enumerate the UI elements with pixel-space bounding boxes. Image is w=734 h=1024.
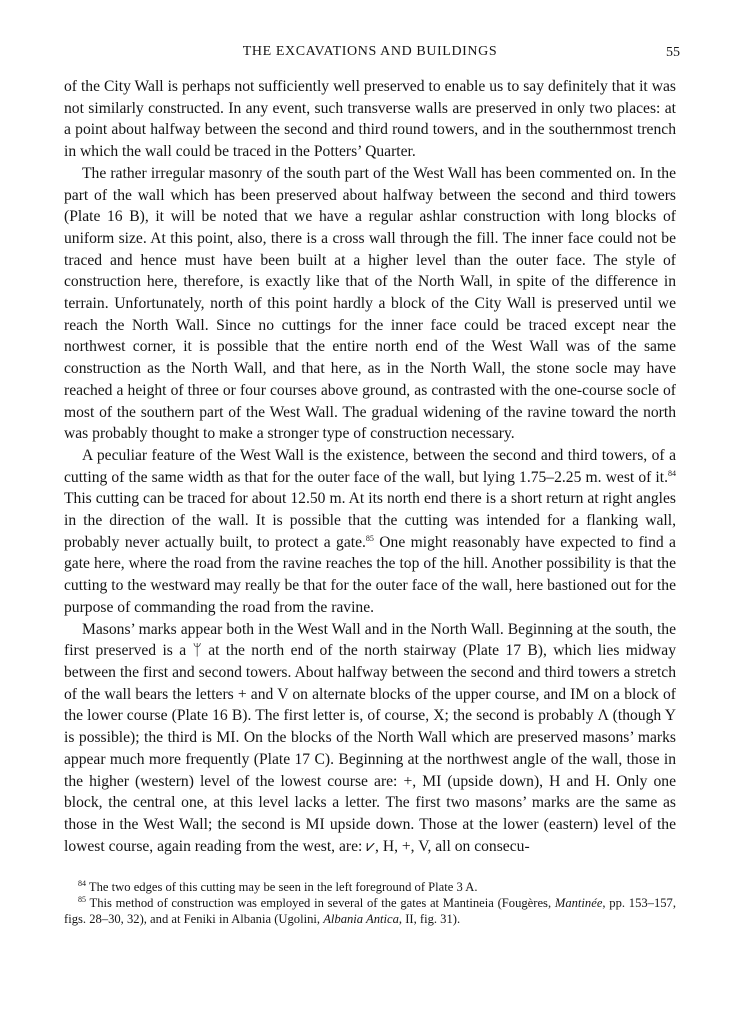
footnote-84-text: The two edges of this cutting may be seen in the left foreground of Plate 3 A.	[86, 880, 478, 895]
footnotes	[64, 879, 676, 927]
footnote-85-mark: 85	[78, 895, 86, 905]
body-text	[64, 76, 676, 857]
paragraph-4: Masons’ marks appear both in the West Wall and in the North Wall. Beginning at the south, the first preserved is a ᛘ at the north end of the north stairway (Plate 17 B), which lies midway between the first and second towers. About halfway between the second and third towers a stretch of the wall bears the letters + and V on alternate blocks of the upper course, and IM on a block of the lower course (Plate 16 B). The first letter is, of course, X; the second is probably Λ (though Y is possible); the third is MI. On the blocks of the North Wall which are preserved masons’ marks appear much more frequently (Plate 17 C). Beginning at the northwest angle of the wall, those in the higher (western) level of the lowest course are: +, MI (upside down), H and H. Only one block, the central one, at this level lacks a letter. The first two masons’ marks are the same as those in the West Wall; the second is MI upside down. Those at the lower (eastern) level of the lowest course, again reading from the west, are: ⩗, H, +, V, all on consecu-	[64, 620, 676, 855]
paragraph-2: The rather irregular masonry of the south part of the West Wall has been commented on. In the part of the wall which has been preserved about halfway between the second and third towers (Plate 16 B), it will be noted that we have a regular ashlar construction with long blocks of uniform size. At this point, also, there is a cross wall through the fill. The inner face could not be traced and hence must have been built at a higher level than the outer face. The style of construction here, therefore, is exactly like that of the North Wall, in spite of the difference in terrain. Unfortunately, north of this point hardly a block of the City Wall is preserved until we reach the North Wall. Since no cuttings for the inner face could be traced except near the northwest corner, it is possible that the entire north end of the West Wall was of the same construction as the North Wall, and that here, as in the North Wall, the stone socle may have reached a height of three or four courses above ground, as contrasted with the one-course socle of most of the southern part of the West Wall. The gradual widening of the ravine toward the north was probably thought to make a stronger type of construction necessary.	[64, 164, 676, 443]
footnote-85-title-albania-antica: Albania Antica	[323, 912, 399, 927]
page	[64, 44, 680, 927]
paragraph-3-part-a: A peculiar feature of the West Wall is the existence, between the second and third towers, of a cutting of the same width as that for the outer face of the wall, but lying 1.75–2.25 m. west of it.	[64, 446, 676, 486]
paragraph-1: of the City Wall is perhaps not sufficiently well preserved to enable us to say definitely that it was not similarly constructed. In any event, such transverse walls are preserved in only two places: at a point about halfway between the second and third round towers, and in the southernmost trench in which the wall could be traced in the Potters’ Quarter.	[64, 78, 676, 161]
footnote-85-text-c: , II, fig. 31).	[398, 912, 461, 927]
running-title: THE EXCAVATIONS AND BUILDINGS	[242, 44, 498, 59]
footnote-85-text-a: This method of construction was employed in several of the gates at Mantineia (Fougères,	[86, 896, 555, 911]
page-number: 55	[666, 45, 680, 60]
footnote-ref-85[interactable]: 85	[365, 533, 374, 543]
footnote-85-title-mantinee: Mantinée	[554, 896, 603, 911]
paragraph-3	[64, 445, 676, 619]
footnote-84	[64, 879, 676, 895]
footnote-85	[64, 895, 676, 927]
running-header	[64, 44, 680, 66]
paragraph-3-part-c: One might reasonably have expected to find a gate here, where the road from the ravine reaches the top of the hill. Another possibility is that the cutting to the westward may really be that for the outer face of the wall, here bastioned out for the purpose of commanding the road from the ravine.	[64, 533, 676, 616]
footnote-85-text-b: , pp. 153–157, figs. 28–30, 32), and at Feniki in Albania (Ugolini,	[64, 896, 676, 927]
footnote-ref-84[interactable]: 84	[668, 468, 676, 478]
paragraph-3-part-b: This cutting can be traced for about 12.50 m. At its north end there is a short return at right angles in the direction of the wall. It is possible that the cutting was intended for a flanking wall, probably never actually built, to protect a gate.	[64, 490, 676, 551]
footnote-84-mark: 84	[78, 879, 86, 889]
